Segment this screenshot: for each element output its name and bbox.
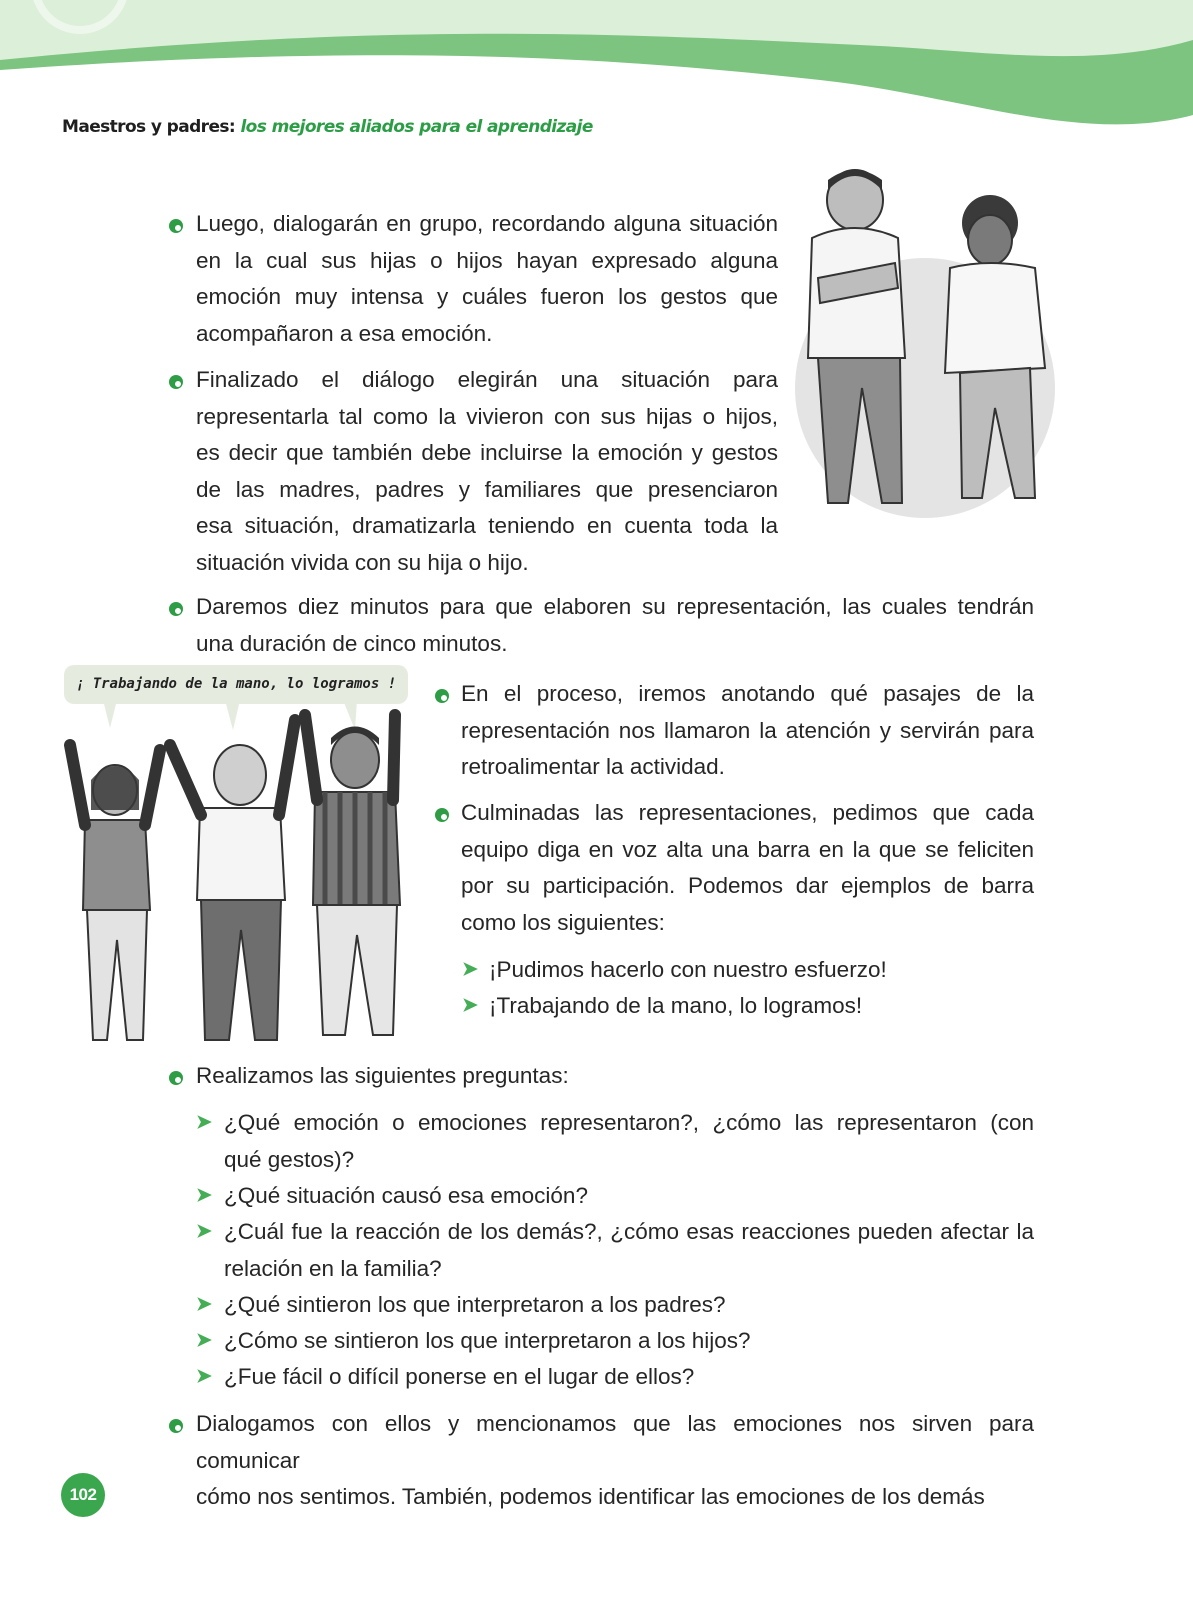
text-line: en la cual sus hijas o hijos hayan expresado alguna <box>196 247 778 273</box>
text-line: como los siguientes: <box>461 909 665 935</box>
bullet-paragraph-6 <box>196 1058 1034 1095</box>
text-line: por su participación. Podemos dar ejemplos de barra <box>461 873 1034 898</box>
text-line: situación vivida con su hija o hijo. <box>196 549 529 575</box>
text-line: Dialogamos con ellos y mencionamos que las emociones nos sirven para comunicar <box>196 1411 1034 1473</box>
text-line: acompañaron a esa emoción. <box>196 320 493 346</box>
chevron-right-icon: ➤ <box>196 1366 212 1387</box>
header-prefix: Maestros y padres: <box>62 117 236 137</box>
bullet-paragraph-2 <box>196 362 778 581</box>
text-line: relación en la familia? <box>224 1255 442 1281</box>
text-line: Finalizado el diálogo elegirán una situación para <box>196 367 778 392</box>
chevron-right-icon: ➤ <box>196 1221 212 1242</box>
text-line: retroalimentar la actividad. <box>461 754 725 779</box>
question-item <box>224 1105 1034 1178</box>
bullet-paragraph-4 <box>461 676 1034 786</box>
question-item: ¿Fue fácil o difícil ponerse en el lugar de ellos? <box>224 1364 695 1389</box>
text-line: representarla tal como la vivieron con sus hijas o hijos, <box>196 403 778 429</box>
bullet-icon <box>435 808 449 822</box>
text-line: de las madres, padres y familiares que presenciaron <box>196 476 778 502</box>
text-line: Realizamos las siguientes preguntas: <box>196 1063 569 1088</box>
chevron-right-icon: ➤ <box>196 1294 212 1315</box>
header-subtitle: los mejores aliados para el aprendizaje <box>240 117 593 137</box>
bullet-paragraph-3 <box>196 589 1034 662</box>
bullet-icon <box>435 689 449 703</box>
illustration-two-people <box>790 168 1060 528</box>
bullet-icon <box>169 1419 183 1433</box>
bullet-paragraph-1 <box>196 206 778 352</box>
chevron-right-icon: ➤ <box>196 1185 212 1206</box>
text-line: cómo nos sentimos. También, podemos identificar las emociones de los demás <box>196 1484 985 1509</box>
text-line: emoción muy intensa y cuáles fueron los gestos que <box>196 284 778 309</box>
text-line: ¿Cuál fue la reacción de los demás?, ¿cómo esas reacciones pueden afectar la <box>224 1219 1034 1244</box>
text-line: Culminadas las representaciones, pedimos que cada <box>461 800 1034 825</box>
cheer-item: ¡Pudimos hacerlo con nuestro esfuerzo! <box>489 957 887 982</box>
question-item: ¿Qué situación causó esa emoción? <box>224 1183 588 1208</box>
bullet-paragraph-7 <box>196 1406 1034 1516</box>
chevron-right-icon: ➤ <box>462 995 478 1016</box>
text-line: ¿Qué emoción o emociones representaron?, ¿cómo las representaron (con <box>224 1110 1034 1135</box>
question-item <box>224 1214 1034 1287</box>
text-line: es decir que también debe incluirse la emoción y gestos <box>196 440 778 465</box>
speech-bubble: ¡ Trabajando de la mano, lo logramos ! <box>64 665 408 704</box>
text-line: esa situación, dramatizarla teniendo en cuenta toda la <box>196 513 778 538</box>
bullet-icon <box>169 219 183 233</box>
text-line: una duración de cinco minutos. <box>196 630 508 656</box>
text-line: Daremos diez minutos para que elaboren su representación, las cuales tendrán <box>196 594 1034 619</box>
cheer-item: ¡Trabajando de la mano, lo logramos! <box>489 993 863 1018</box>
text-line: Luego, dialogarán en grupo, recordando alguna situación <box>196 211 778 236</box>
page-number-badge: 102 <box>61 1473 105 1517</box>
bullet-icon <box>169 375 183 389</box>
bullet-icon <box>169 602 183 616</box>
bullet-paragraph-5 <box>461 795 1034 941</box>
text-line: representación nos llamaron la atención y servirán para <box>461 717 1034 743</box>
text-line: qué gestos)? <box>224 1146 355 1172</box>
chevron-right-icon: ➤ <box>196 1112 212 1133</box>
text-line: En el proceso, iremos anotando qué pasajes de la <box>461 681 1034 706</box>
chevron-right-icon: ➤ <box>196 1330 212 1351</box>
question-item: ¿Qué sintieron los que interpretaron a los padres? <box>224 1292 726 1317</box>
question-item: ¿Cómo se sintieron los que interpretaron a los hijos? <box>224 1328 751 1353</box>
bullet-icon <box>169 1071 183 1085</box>
running-header <box>62 117 593 137</box>
chevron-right-icon: ➤ <box>462 959 478 980</box>
text-line: equipo diga en voz alta una barra en la que se feliciten <box>461 836 1034 862</box>
illustration-three-people-cheering <box>55 700 415 1050</box>
